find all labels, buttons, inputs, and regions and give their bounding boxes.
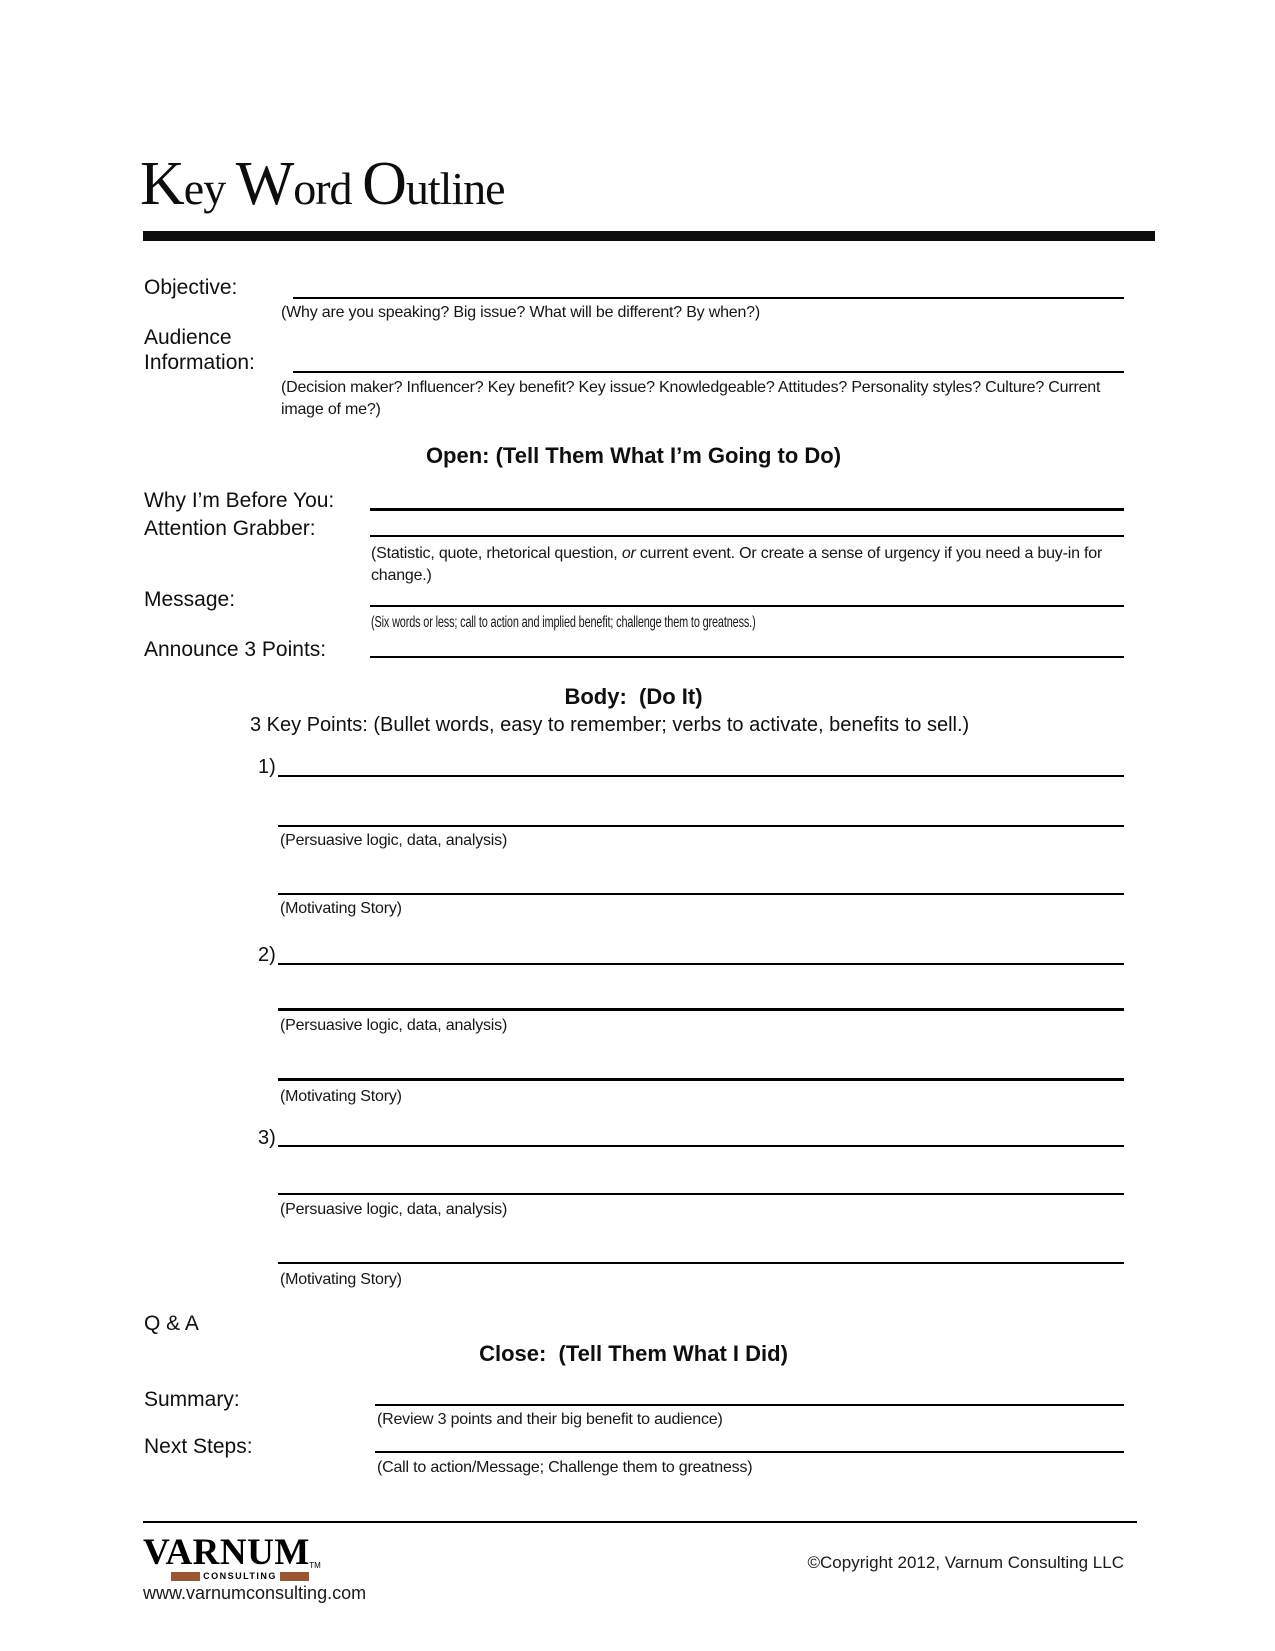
summary-hint: (Review 3 points and their big benefit to audience) xyxy=(377,1411,723,1428)
website-url: www.varnumconsulting.com xyxy=(143,1583,367,1603)
point-3-logic-line xyxy=(278,1193,1124,1195)
point-3-number: 3) xyxy=(258,1127,276,1149)
summary-field-line xyxy=(375,1404,1124,1406)
point-2-logic-hint: (Persuasive logic, data, analysis) xyxy=(280,1017,508,1034)
grabber-hint-italic: or xyxy=(621,545,636,562)
point-3-field-line xyxy=(278,1145,1124,1147)
point-2-number: 2) xyxy=(258,944,276,966)
open-heading: Open: (Tell Them What I’m Going to Do) xyxy=(425,443,842,468)
grabber-hint-pre: (Statistic, quote, rhetorical question, xyxy=(371,545,622,562)
announce-points-field-line xyxy=(370,656,1124,658)
point-1-field-line xyxy=(278,775,1124,777)
title-initial-2: W xyxy=(235,150,294,218)
next-steps-field-line xyxy=(375,1451,1124,1453)
next-steps-label: Next Steps: xyxy=(144,1435,253,1458)
point-1-story-line xyxy=(278,893,1124,895)
audience-label-line1: Audience xyxy=(144,326,232,349)
qa-label: Q & A xyxy=(144,1312,199,1335)
objective-hint: (Why are you speaking? Big issue? What will be different? By when?) xyxy=(281,304,760,321)
title-initial-1: K xyxy=(140,150,184,218)
page-title xyxy=(140,150,505,218)
close-heading: Close: (Tell Them What I Did) xyxy=(479,1341,788,1366)
message-label: Message: xyxy=(144,588,236,611)
objective-field-line xyxy=(293,297,1124,299)
point-3-story-line xyxy=(278,1262,1124,1264)
varnum-logo xyxy=(143,1534,323,1581)
point-2-story-line xyxy=(278,1078,1124,1081)
body-heading: Body: (Do It) xyxy=(564,684,703,709)
audience-hint: (Decision maker? Influencer? Key benefit? Key issue? Knowledgeable? Attitudes? Personality styles? Culture? Current image of me?) xyxy=(281,379,1101,418)
logo-wordmark: VARNUM xyxy=(143,1532,310,1573)
attention-grabber-hint xyxy=(371,543,1143,587)
footer-rule xyxy=(143,1521,1137,1523)
message-hint xyxy=(371,612,937,634)
next-steps-hint: (Call to action/Message; Challenge them to greatness) xyxy=(377,1459,753,1476)
title-rest-2: ord xyxy=(293,163,363,214)
title-initial-3: O xyxy=(362,150,406,218)
message-hint-text: (Six words or less; call to action and implied benefit; challenge them to greatness.) xyxy=(371,614,756,631)
title-rest-3: utline xyxy=(405,163,505,214)
title-rule xyxy=(143,231,1155,241)
audience-label-line2: Information: xyxy=(144,351,255,374)
point-1-logic-line xyxy=(278,825,1124,827)
point-2-story-hint: (Motivating Story) xyxy=(280,1088,402,1105)
key-points-intro: 3 Key Points: (Bullet words, easy to remember; verbs to activate, benefits to sell.) xyxy=(250,714,970,736)
grabber-hint-post: current event. Or create a sense of urgency if you need a buy-in for change.) xyxy=(371,545,1103,584)
point-1-logic-hint: (Persuasive logic, data, analysis) xyxy=(280,832,508,849)
summary-label: Summary: xyxy=(144,1388,240,1411)
objective-label: Objective: xyxy=(144,276,238,299)
point-1-number: 1) xyxy=(258,756,276,778)
point-3-logic-hint: (Persuasive logic, data, analysis) xyxy=(280,1201,508,1218)
announce-points-label: Announce 3 Points: xyxy=(144,638,327,661)
point-2-field-line xyxy=(278,963,1124,965)
audience-field-line xyxy=(293,371,1124,373)
point-2-logic-line xyxy=(278,1008,1124,1011)
copyright-text: ©Copyright 2012, Varnum Consulting LLC xyxy=(807,1553,1124,1572)
logo-consulting-label: CONSULTING xyxy=(203,1571,277,1581)
trademark-icon: TM xyxy=(309,1561,321,1570)
message-field-line xyxy=(370,605,1124,607)
attention-grabber-label: Attention Grabber: xyxy=(144,517,316,540)
why-before-you-field-line xyxy=(370,508,1124,511)
why-before-you-label: Why I’m Before You: xyxy=(144,489,335,512)
point-3-story-hint: (Motivating Story) xyxy=(280,1271,402,1288)
title-rest-1: ey xyxy=(183,163,236,214)
point-1-story-hint: (Motivating Story) xyxy=(280,900,402,917)
attention-grabber-field-line xyxy=(370,535,1124,537)
